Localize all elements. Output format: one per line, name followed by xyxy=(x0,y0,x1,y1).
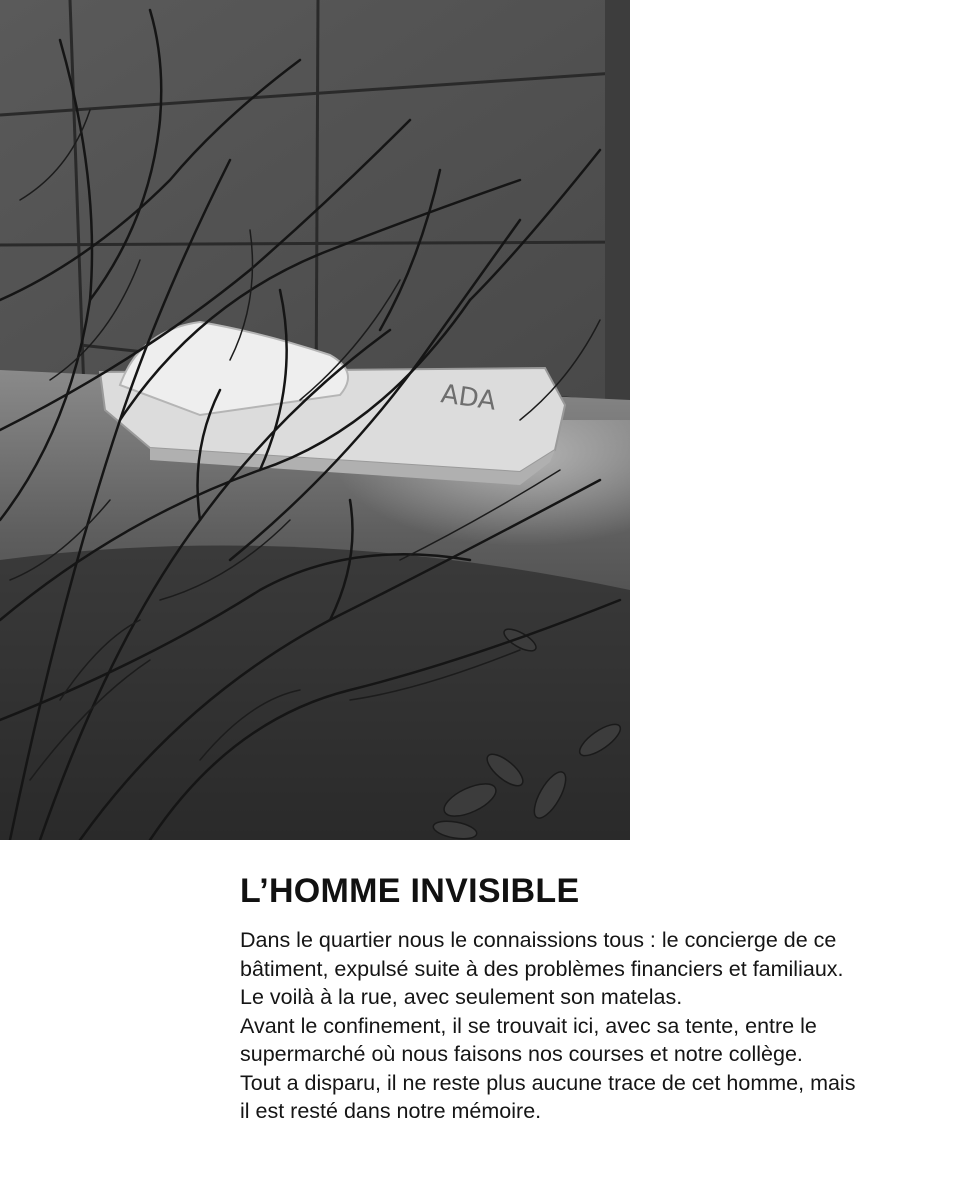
body-line: Dans le quartier nous le connaissions tous : le concierge de ce xyxy=(240,928,837,952)
article-title: L’HOMME INVISIBLE xyxy=(240,872,580,910)
body-line: bâtiment, expulsé suite à des problèmes financiers et familiaux. xyxy=(240,956,844,981)
body-line: Le voilà à la rue, avec seulement son matelas. xyxy=(240,985,683,1009)
mattress-scrawl: ADA xyxy=(439,379,498,417)
article-body xyxy=(240,926,930,1126)
body-line: supermarché où nous faisons nos courses et notre collège. xyxy=(240,1042,803,1066)
mattress-photo xyxy=(0,0,630,840)
body-line: Tout a disparu, il ne reste plus aucune trace de cet homme, mais xyxy=(240,1070,856,1095)
body-line: Avant le confinement, il se trouvait ici, avec sa tente, entre le xyxy=(240,1013,817,1038)
body-line: il est resté dans notre mémoire. xyxy=(240,1099,542,1123)
